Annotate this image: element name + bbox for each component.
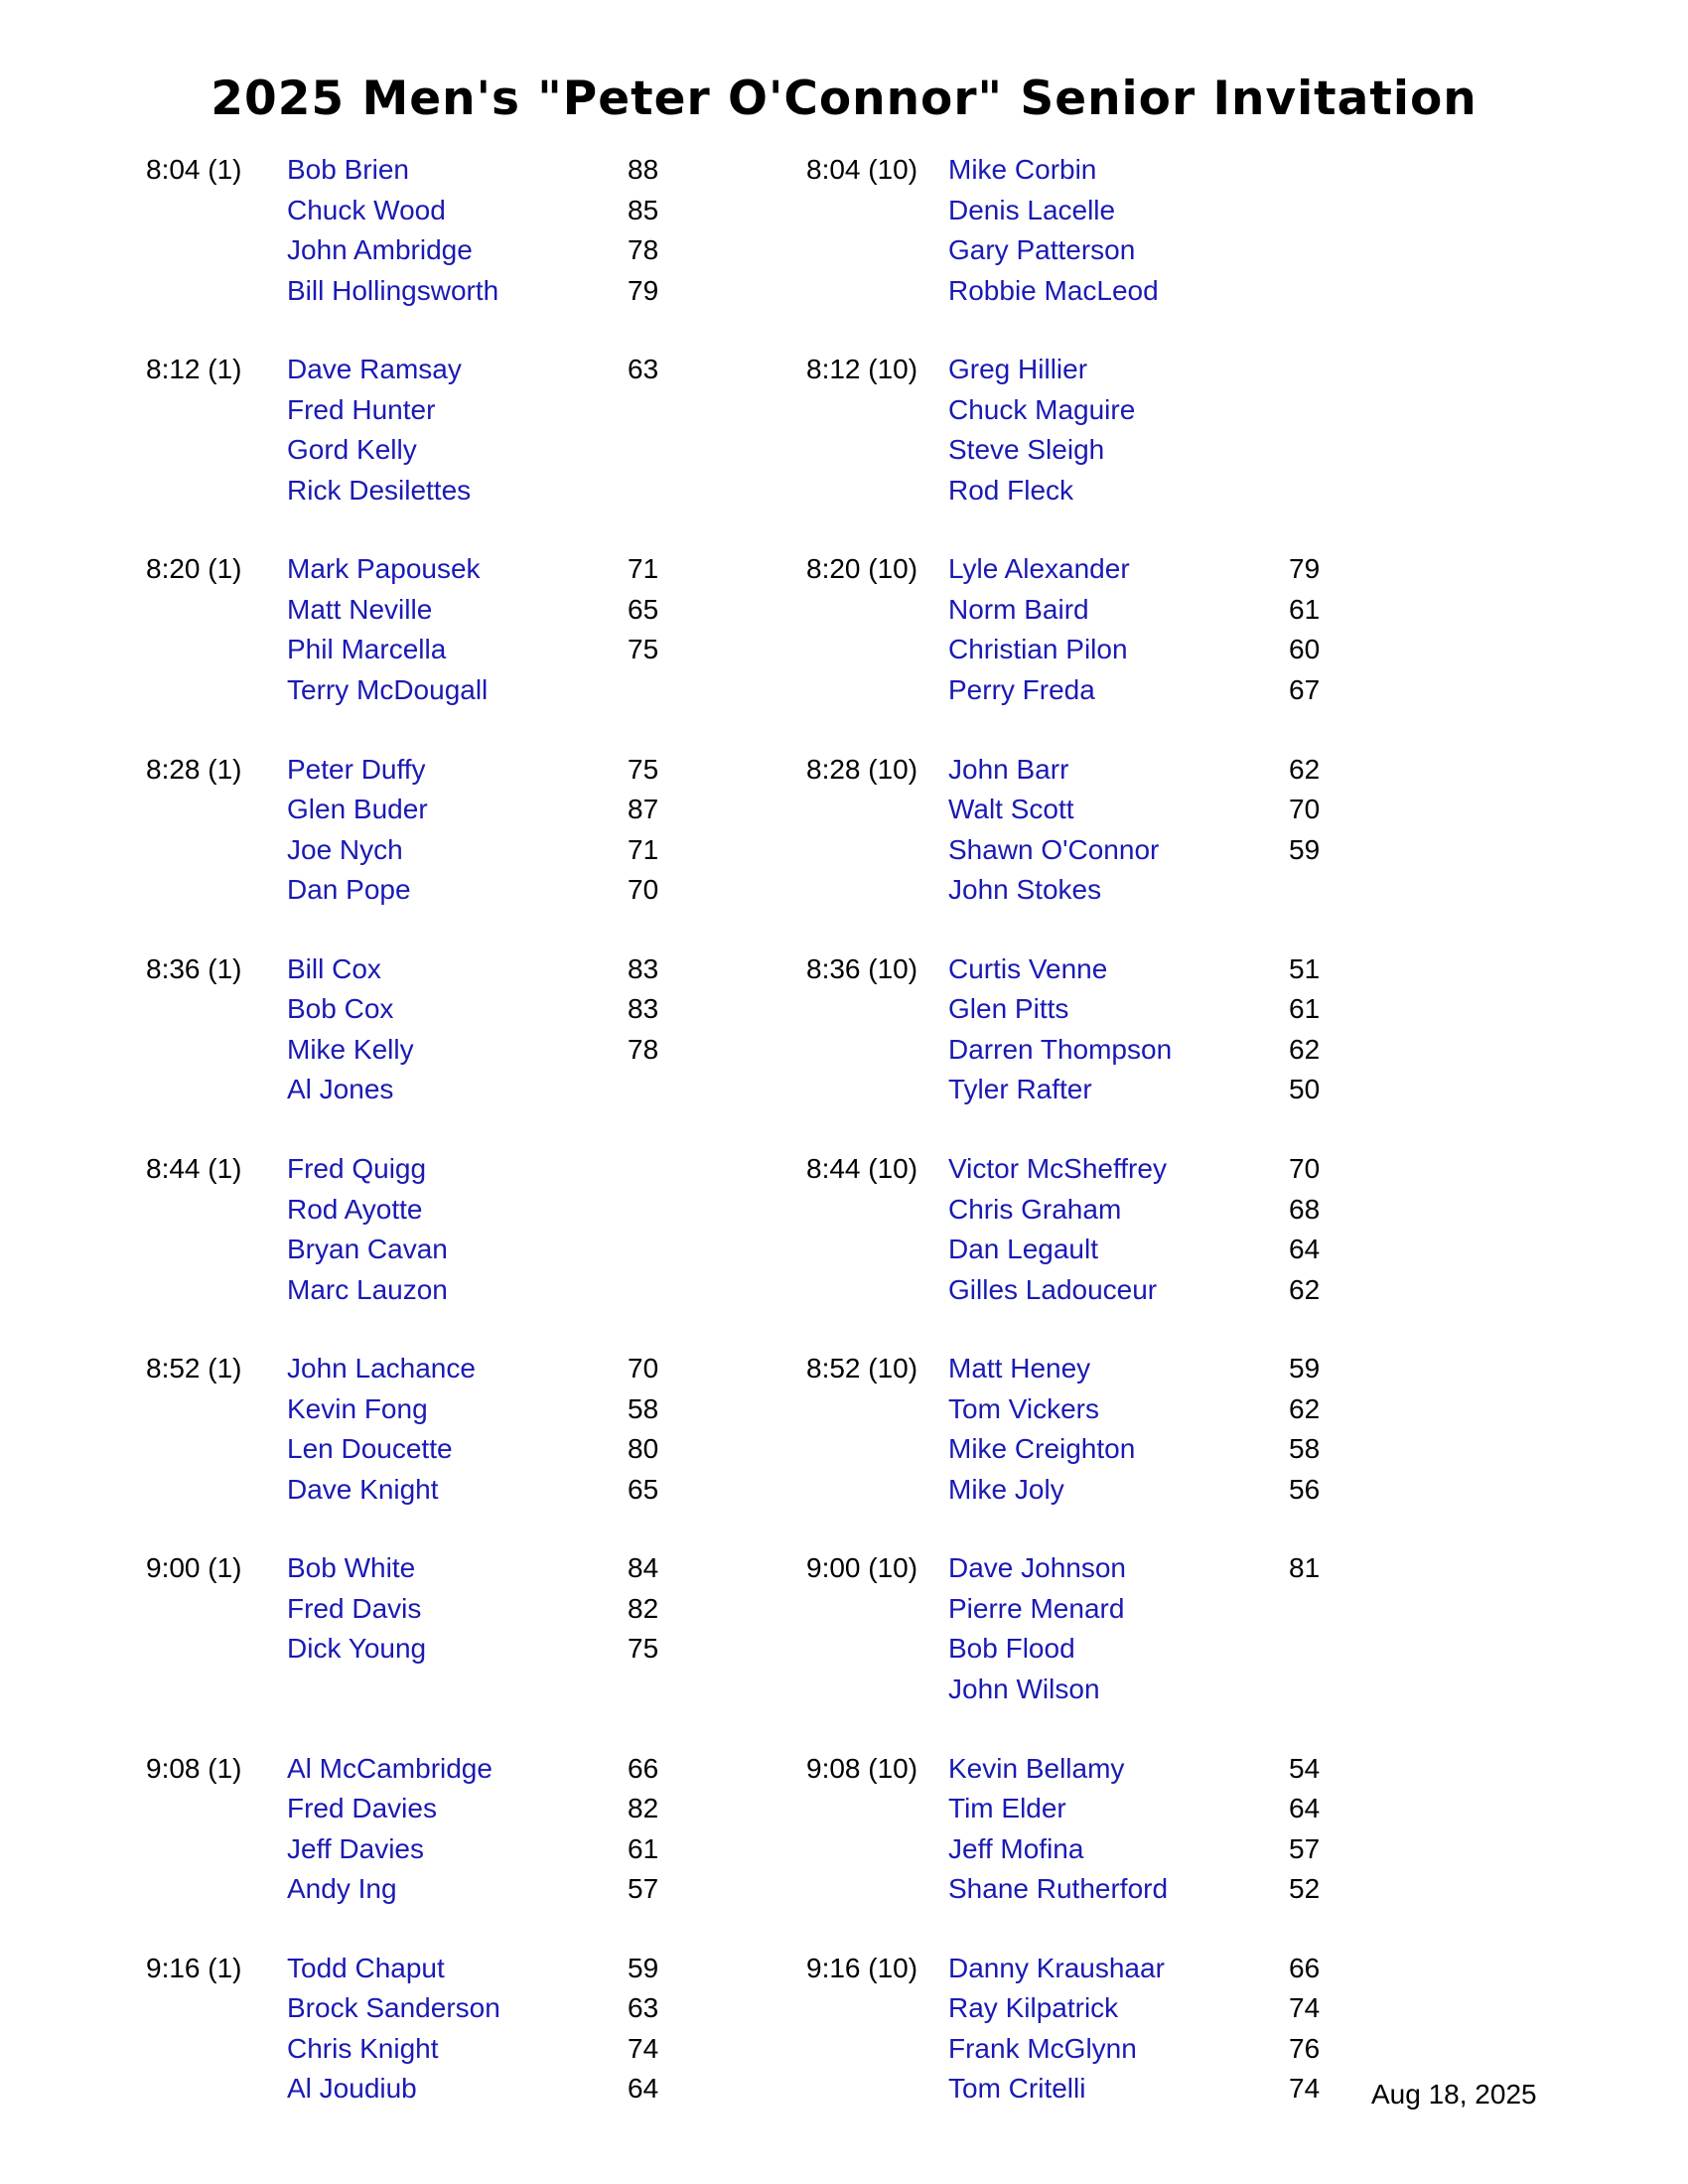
player-name: Gord Kelly bbox=[287, 434, 417, 466]
tee-time: 8:20 (1) bbox=[146, 553, 242, 585]
player-name: Bob Brien bbox=[287, 154, 409, 185]
player-score: 59 bbox=[1289, 833, 1321, 865]
player-name: John Stokes bbox=[948, 874, 1102, 906]
player-score: 60 bbox=[1289, 634, 1321, 665]
player-name: Chris Knight bbox=[287, 2032, 439, 2064]
player-name: Dave Knight bbox=[287, 1473, 439, 1505]
player-name: Frank McGlynn bbox=[948, 2032, 1137, 2064]
tee-time: 8:12 (1) bbox=[146, 354, 242, 385]
player-name: Fred Davies bbox=[287, 1793, 437, 1824]
player-score: 59 bbox=[628, 1952, 659, 1983]
tee-time: 8:28 (10) bbox=[806, 753, 918, 785]
tee-time: 8:20 (10) bbox=[806, 553, 918, 585]
tee-time: 8:04 (10) bbox=[806, 154, 918, 185]
player-score: 64 bbox=[628, 2073, 659, 2105]
player-name: Chris Graham bbox=[948, 1193, 1122, 1225]
player-score: 78 bbox=[628, 234, 659, 265]
player-name: Christian Pilon bbox=[948, 634, 1128, 665]
player-name: Mike Creighton bbox=[948, 1433, 1136, 1465]
player-name: Bill Cox bbox=[287, 952, 381, 984]
player-name: Darren Thompson bbox=[948, 1033, 1173, 1065]
player-score: 81 bbox=[1289, 1552, 1321, 1584]
player-name: Kevin Bellamy bbox=[948, 1752, 1125, 1784]
player-name: Rod Fleck bbox=[948, 474, 1074, 506]
player-score: 56 bbox=[1289, 1473, 1321, 1505]
player-name: Al Jones bbox=[287, 1074, 394, 1105]
player-name: Perry Freda bbox=[948, 673, 1095, 705]
player-score: 52 bbox=[1289, 1873, 1321, 1905]
tee-time: 9:00 (10) bbox=[806, 1552, 918, 1584]
player-score: 54 bbox=[1289, 1752, 1321, 1784]
player-name: Len Doucette bbox=[287, 1433, 453, 1465]
tee-time: 9:08 (1) bbox=[146, 1752, 242, 1784]
player-score: 62 bbox=[1289, 1392, 1321, 1424]
tee-time: 8:12 (10) bbox=[806, 354, 918, 385]
player-score: 57 bbox=[1289, 1832, 1321, 1864]
player-score: 63 bbox=[628, 1992, 659, 2024]
player-score: 83 bbox=[628, 993, 659, 1025]
tee-time: 8:36 (10) bbox=[806, 952, 918, 984]
player-name: Matt Neville bbox=[287, 593, 433, 625]
player-name: Bryan Cavan bbox=[287, 1234, 448, 1264]
player-score: 76 bbox=[1289, 2032, 1321, 2064]
player-name: Glen Pitts bbox=[948, 993, 1069, 1025]
tee-time: 9:16 (10) bbox=[806, 1952, 918, 1983]
player-score: 61 bbox=[1289, 593, 1321, 625]
player-score: 82 bbox=[628, 1793, 659, 1824]
player-name: Kevin Fong bbox=[287, 1392, 428, 1424]
player-name: Peter Duffy bbox=[287, 753, 426, 785]
player-name: Mike Joly bbox=[948, 1473, 1064, 1505]
player-name: Fred Hunter bbox=[287, 393, 436, 425]
player-name: Glen Buder bbox=[287, 794, 428, 825]
player-score: 74 bbox=[1289, 1992, 1321, 2024]
player-name: Dick Young bbox=[287, 1633, 427, 1665]
player-score: 50 bbox=[1289, 1074, 1321, 1105]
player-score: 64 bbox=[1289, 1234, 1321, 1264]
player-name: Chuck Wood bbox=[287, 194, 446, 225]
tee-time: 8:52 (1) bbox=[146, 1353, 242, 1384]
player-score: 75 bbox=[628, 634, 659, 665]
player-name: John Barr bbox=[948, 753, 1069, 785]
tee-time: 9:16 (1) bbox=[146, 1952, 242, 1983]
player-score: 83 bbox=[628, 952, 659, 984]
player-name: Marc Lauzon bbox=[287, 1273, 448, 1305]
player-name: Dave Johnson bbox=[948, 1552, 1127, 1584]
player-score: 71 bbox=[628, 833, 659, 865]
player-name: Robbie MacLeod bbox=[948, 274, 1159, 306]
player-name: Bob Cox bbox=[287, 993, 394, 1025]
player-score: 79 bbox=[628, 274, 659, 306]
player-name: Chuck Maguire bbox=[948, 393, 1136, 425]
player-name: Dan Legault bbox=[948, 1234, 1099, 1264]
player-name: Rod Ayotte bbox=[287, 1193, 423, 1225]
player-name: John Wilson bbox=[948, 1673, 1100, 1704]
player-score: 65 bbox=[628, 1473, 659, 1505]
player-name: Shawn O'Connor bbox=[948, 833, 1160, 865]
player-name: Pierre Menard bbox=[948, 1592, 1125, 1624]
player-name: Brock Sanderson bbox=[287, 1992, 500, 2024]
player-score: 84 bbox=[628, 1552, 659, 1584]
player-score: 64 bbox=[1289, 1793, 1321, 1824]
player-name: Tom Vickers bbox=[948, 1392, 1099, 1424]
player-score: 66 bbox=[628, 1752, 659, 1784]
player-score: 87 bbox=[628, 794, 659, 825]
player-score: 70 bbox=[628, 1353, 659, 1384]
player-name: Jeff Davies bbox=[287, 1832, 424, 1864]
player-name: Todd Chaput bbox=[287, 1952, 445, 1983]
player-name: Mike Corbin bbox=[948, 154, 1097, 185]
player-name: Tom Critelli bbox=[948, 2073, 1086, 2105]
page-title: 2025 Men's "Peter O'Connor" Senior Invitation bbox=[211, 72, 1477, 126]
player-score: 82 bbox=[628, 1592, 659, 1624]
player-score: 61 bbox=[628, 1832, 659, 1864]
player-score: 70 bbox=[1289, 1153, 1321, 1184]
player-name: Steve Sleigh bbox=[948, 434, 1105, 466]
player-score: 74 bbox=[1289, 2073, 1321, 2105]
player-name: Walt Scott bbox=[948, 794, 1074, 825]
player-name: John Ambridge bbox=[287, 234, 473, 265]
player-name: Denis Lacelle bbox=[948, 194, 1116, 225]
player-score: 67 bbox=[1289, 673, 1321, 705]
player-score: 58 bbox=[628, 1392, 659, 1424]
player-name: Dan Pope bbox=[287, 874, 411, 906]
tee-time: 8:28 (1) bbox=[146, 753, 242, 785]
player-name: Al McCambridge bbox=[287, 1752, 492, 1784]
player-score: 59 bbox=[1289, 1353, 1321, 1384]
player-name: Mark Papousek bbox=[287, 553, 481, 585]
player-name: Mike Kelly bbox=[287, 1033, 414, 1065]
player-score: 70 bbox=[1289, 794, 1321, 825]
tee-time: 9:00 (1) bbox=[146, 1552, 242, 1584]
player-score: 66 bbox=[1289, 1952, 1321, 1983]
player-name: Victor McSheffrey bbox=[948, 1153, 1167, 1184]
tee-time: 9:08 (10) bbox=[806, 1752, 918, 1784]
player-name: Jeff Mofina bbox=[948, 1832, 1084, 1864]
player-name: Phil Marcella bbox=[287, 634, 447, 665]
player-name: Bob Flood bbox=[948, 1633, 1075, 1665]
player-score: 75 bbox=[628, 1633, 659, 1665]
player-score: 79 bbox=[1289, 553, 1321, 585]
player-name: Terry McDougall bbox=[287, 673, 489, 705]
player-name: Bob White bbox=[287, 1552, 416, 1584]
player-name: Greg Hillier bbox=[948, 354, 1088, 385]
player-name: Shane Rutherford bbox=[948, 1873, 1169, 1905]
player-score: 80 bbox=[628, 1433, 659, 1465]
tee-time: 8:44 (10) bbox=[806, 1153, 918, 1184]
print-date: Aug 18, 2025 bbox=[1371, 2079, 1537, 2110]
tee-time: 8:52 (10) bbox=[806, 1353, 918, 1384]
player-name: Al Joudiub bbox=[287, 2073, 417, 2105]
player-score: 75 bbox=[628, 753, 659, 785]
player-score: 74 bbox=[628, 2032, 659, 2064]
player-name: John Lachance bbox=[287, 1353, 476, 1384]
player-name: Fred Davis bbox=[287, 1592, 422, 1624]
player-score: 57 bbox=[628, 1873, 659, 1905]
player-score: 70 bbox=[628, 874, 659, 906]
player-name: Matt Heney bbox=[948, 1353, 1091, 1384]
player-score: 65 bbox=[628, 593, 659, 625]
tee-time: 8:44 (1) bbox=[146, 1153, 242, 1184]
player-name: Tyler Rafter bbox=[948, 1074, 1092, 1105]
player-score: 68 bbox=[1289, 1193, 1321, 1225]
player-score: 62 bbox=[1289, 1273, 1321, 1305]
player-score: 61 bbox=[1289, 993, 1321, 1025]
player-score: 51 bbox=[1289, 952, 1321, 984]
player-score: 63 bbox=[628, 354, 659, 385]
player-score: 62 bbox=[1289, 1033, 1321, 1065]
player-name: Danny Kraushaar bbox=[948, 1952, 1165, 1983]
player-name: Dave Ramsay bbox=[287, 354, 462, 385]
player-name: Gilles Ladouceur bbox=[948, 1273, 1158, 1305]
player-score: 85 bbox=[628, 194, 659, 225]
player-name: Tim Elder bbox=[948, 1793, 1066, 1824]
player-name: Bill Hollingsworth bbox=[287, 274, 499, 306]
player-name: Fred Quigg bbox=[287, 1153, 427, 1184]
player-name: Gary Patterson bbox=[948, 234, 1136, 265]
player-name: Norm Baird bbox=[948, 593, 1089, 625]
player-score: 62 bbox=[1289, 753, 1321, 785]
player-name: Lyle Alexander bbox=[948, 553, 1130, 585]
tee-time: 8:36 (1) bbox=[146, 952, 242, 984]
player-score: 78 bbox=[628, 1033, 659, 1065]
player-score: 58 bbox=[1289, 1433, 1321, 1465]
player-score: 88 bbox=[628, 154, 659, 185]
tee-time: 8:04 (1) bbox=[146, 154, 242, 185]
player-name: Curtis Venne bbox=[948, 952, 1108, 984]
player-name: Andy Ing bbox=[287, 1873, 397, 1905]
player-score: 71 bbox=[628, 553, 659, 585]
player-name: Joe Nych bbox=[287, 833, 403, 865]
player-name: Ray Kilpatrick bbox=[948, 1992, 1119, 2024]
player-name: Rick Desilettes bbox=[287, 474, 472, 506]
